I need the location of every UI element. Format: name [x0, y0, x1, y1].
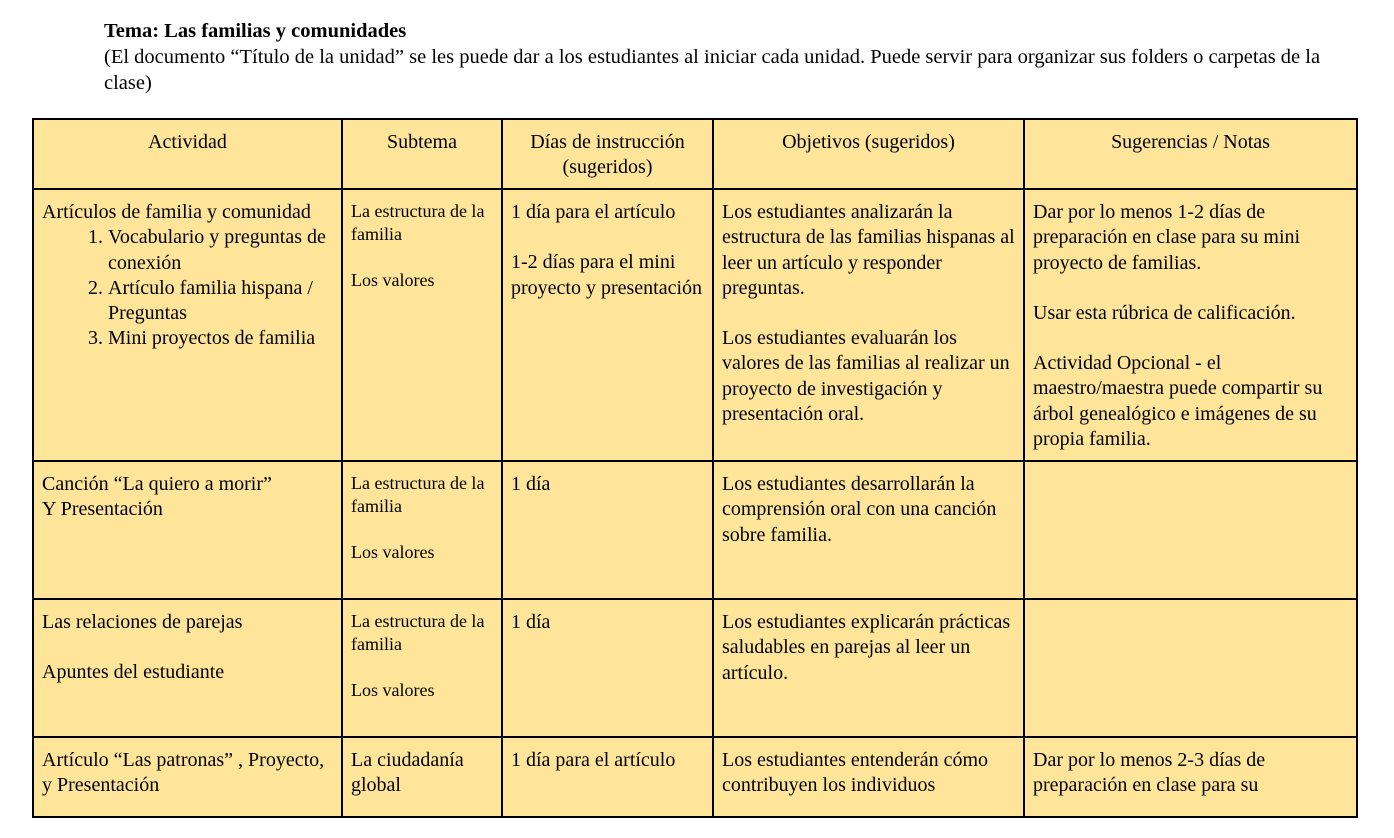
- cell-dias: [502, 737, 713, 817]
- cell-actividad: [33, 737, 342, 817]
- cell-objetivos: [713, 461, 1024, 599]
- activity-title: Las relaciones de parejas: [42, 611, 243, 633]
- nota-text: Dar por lo menos 1-2 días de preparación en clase para su mini proyecto de familias.: [1033, 201, 1301, 274]
- subtema-text: La estructura de la familia: [351, 473, 485, 516]
- activity-title: Artículos de familia y comunidad: [42, 201, 311, 223]
- col-header-objetivos: Objetivos (sugeridos): [713, 119, 1024, 189]
- subtema-text: La estructura de la familia: [351, 201, 485, 244]
- table-header-row: [33, 119, 1357, 189]
- nota-text: Usar esta rúbrica de calificación.: [1033, 301, 1296, 324]
- activity-subtitle: Y Presentación: [42, 498, 163, 521]
- cell-notas: [1024, 599, 1357, 737]
- cell-objetivos: [713, 599, 1024, 737]
- unit-plan-table: [32, 118, 1358, 818]
- cell-notas: [1024, 189, 1357, 461]
- list-item: 3. Mini proyectos de familia: [108, 326, 333, 351]
- cell-subtema: [342, 599, 502, 737]
- table-row: [33, 599, 1357, 737]
- dias-text: 1 día: [511, 473, 551, 495]
- list-item: 2. Artículo familia hispana / Preguntas: [108, 276, 333, 327]
- activity-subtitle: Apuntes del estudiante: [42, 661, 225, 684]
- table-row: [33, 189, 1357, 461]
- cell-objetivos: [713, 189, 1024, 461]
- subtema-text: Los valores: [351, 270, 435, 290]
- cell-subtema: [342, 189, 502, 461]
- cell-dias: [502, 599, 713, 737]
- dias-text: 1-2 días para el mini proyecto y presentación: [511, 251, 703, 299]
- objetivo-text: Los estudiantes entenderán cómo contribuyen los individuos: [722, 749, 989, 797]
- col-header-subtema: Subtema: [342, 119, 502, 189]
- cell-subtema: [342, 461, 502, 599]
- cell-subtema: [342, 737, 502, 817]
- subtema-text: Los valores: [351, 542, 435, 562]
- col-header-notas: Sugerencias / Notas: [1024, 119, 1357, 189]
- document-header: [104, 18, 1334, 96]
- table-row: [33, 737, 1357, 817]
- unit-note: (El documento “Título de la unidad” se les puede dar a los estudiantes al iniciar cada unidad. Puede servir para organizar sus folders o carpetas de la clase): [104, 46, 1321, 94]
- cell-notas: [1024, 737, 1357, 817]
- dias-text: 1 día para el artículo: [511, 201, 676, 223]
- cell-objetivos: [713, 737, 1024, 817]
- cell-actividad: [33, 189, 342, 461]
- cell-actividad: [33, 599, 342, 737]
- objetivo-text: Los estudiantes explicarán prácticas saludables en parejas al leer un artículo.: [722, 611, 1011, 684]
- subtema-text: La ciudadanía global: [351, 749, 464, 797]
- activity-title: Artículo “Las patronas” , Proyecto, y Presentación: [42, 749, 325, 797]
- objetivo-text: Los estudiantes desarrollarán la comprensión oral con una canción sobre familia.: [722, 473, 997, 546]
- cell-notas: [1024, 461, 1357, 599]
- subtema-text: Los valores: [351, 680, 435, 700]
- col-header-dias: Días de instrucción (sugeridos): [502, 119, 713, 189]
- list-item: 1. Vocabulario y preguntas de conexión: [108, 225, 333, 276]
- col-header-actividad: Actividad: [33, 119, 342, 189]
- unit-title: Tema: Las familias y comunidades: [104, 20, 407, 42]
- dias-text: 1 día: [511, 611, 551, 633]
- activity-title: Canción “La quiero a morir”: [42, 473, 272, 495]
- subtema-text: La estructura de la familia: [351, 611, 485, 654]
- cell-dias: [502, 461, 713, 599]
- nota-text: Dar por lo menos 2-3 días de preparación en clase para su: [1033, 749, 1266, 797]
- dias-text: 1 día para el artículo: [511, 749, 676, 771]
- objetivo-text: Los estudiantes evaluarán los valores de las familias al realizar un proyecto de investigación y presentación oral.: [722, 327, 1010, 426]
- nota-text: Actividad Opcional - el maestro/maestra puede compartir su árbol genealógico e imágenes de su propia familia.: [1033, 352, 1323, 451]
- objetivo-text: Los estudiantes analizarán la estructura de las familias hispanas al leer un artículo y responder preguntas.: [722, 201, 1015, 299]
- activity-list: [42, 225, 333, 351]
- cell-dias: [502, 189, 713, 461]
- cell-actividad: [33, 461, 342, 599]
- table-row: [33, 461, 1357, 599]
